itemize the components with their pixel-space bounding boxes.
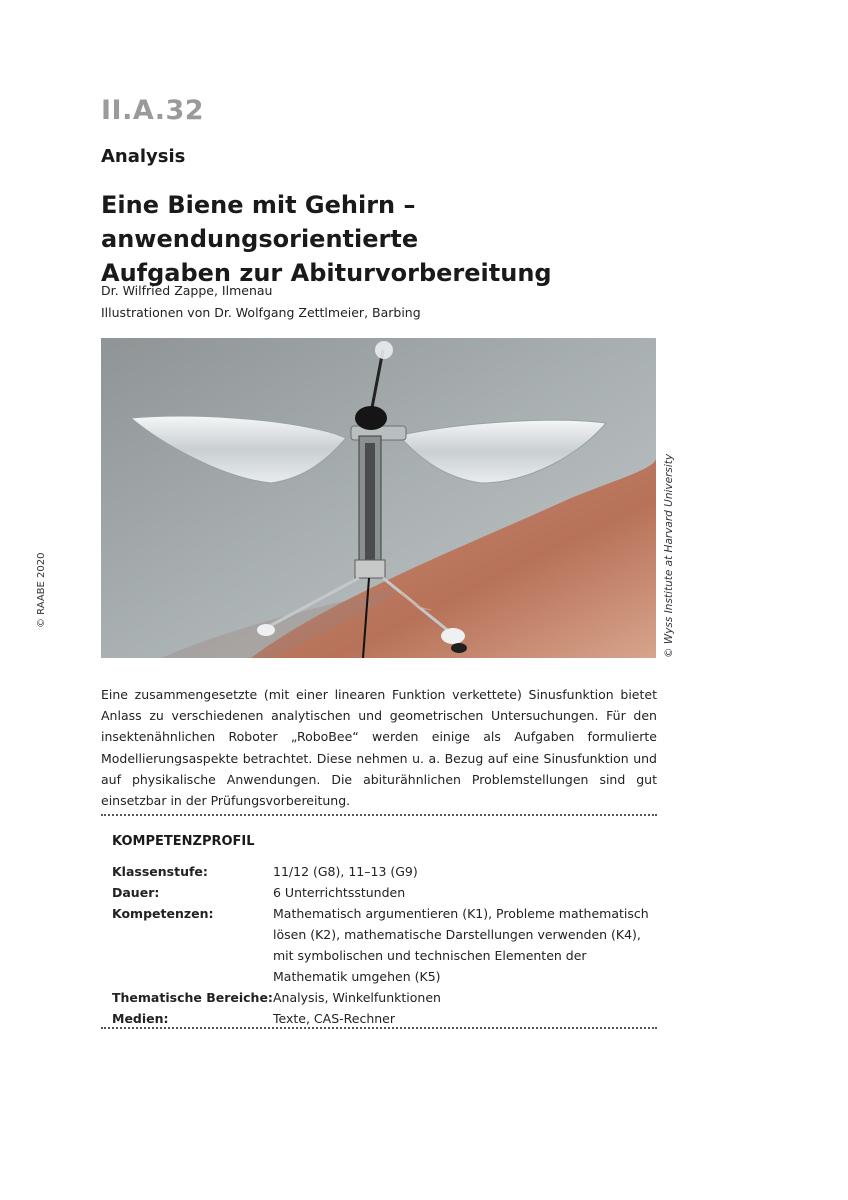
photo-credit: © Wyss Institute at Harvard University (663, 453, 675, 658)
document-code: II.A.32 (101, 95, 205, 126)
title-line-2: Aufgaben zur Abiturvorbereitung (101, 259, 552, 287)
kp-value: Analysis, Winkelfunktionen (273, 990, 441, 1005)
kp-value: Mathematisch argumentieren (K1), Probleme mathematisch lösen (K2), mathematische Darstellungen verwenden (K4), mit symbolischen und technischen Elementen der Mathematik umgehen (K5) (273, 906, 649, 984)
robobee-illustration (101, 338, 656, 658)
intro-paragraph: Eine zusammengesetzte (mit einer linearen Funktion verkettete) Sinusfunktion bietet Anlass zu verschiedenen analytischen und geometrischen Untersuchungen. Für den insektenähnlichen Roboter „RoboBee“ werden einige als Aufgaben formulierte Modellierungsaspekte betrachtet. Diese nehmen u. a. Bezug auf eine Sinusfunktion und auf physikalische Anwendungen. Die abiturähnlichen Problemstellungen sind gut einsetzbar in der Prüfungsvorbereitung. (101, 687, 657, 809)
kp-row-dauer (112, 882, 652, 903)
kp-label: Thematische Bereiche: (112, 990, 273, 1005)
kompetenzprofil-table (112, 861, 652, 1029)
kp-label: Medien: (112, 1011, 169, 1026)
kp-label: Kompetenzen: (112, 906, 214, 921)
kompetenzprofil-heading: KOMPETENZPROFIL (112, 834, 255, 849)
kp-value: 11/12 (G8), 11–13 (G9) (273, 864, 418, 879)
kp-row-thematische-bereiche (112, 987, 652, 1008)
author-name: Dr. Wilfried Zappe, Ilmenau (101, 283, 273, 298)
dotted-divider-bottom (101, 1027, 657, 1029)
title-line-1: Eine Biene mit Gehirn – anwendungsorientierte (101, 191, 419, 253)
kp-row-medien (112, 1008, 652, 1029)
kp-label: Dauer: (112, 885, 160, 900)
subject-heading: Analysis (101, 146, 186, 167)
kp-label: Klassenstufe: (112, 864, 208, 879)
kp-row-kompetenzen (112, 903, 652, 987)
kp-row-klassenstufe (112, 861, 652, 882)
illustrator-name: Illustrationen von Dr. Wolfgang Zettlmeier, Barbing (101, 305, 421, 320)
page-title (101, 188, 701, 290)
copyright-notice: © RAABE 2020 (36, 552, 47, 628)
dotted-divider-top (101, 814, 657, 816)
kp-value: Texte, CAS-Rechner (273, 1011, 396, 1026)
authors-block (101, 280, 421, 324)
kp-value: 6 Unterrichtsstunden (273, 885, 406, 900)
robobee-photo (101, 338, 656, 658)
